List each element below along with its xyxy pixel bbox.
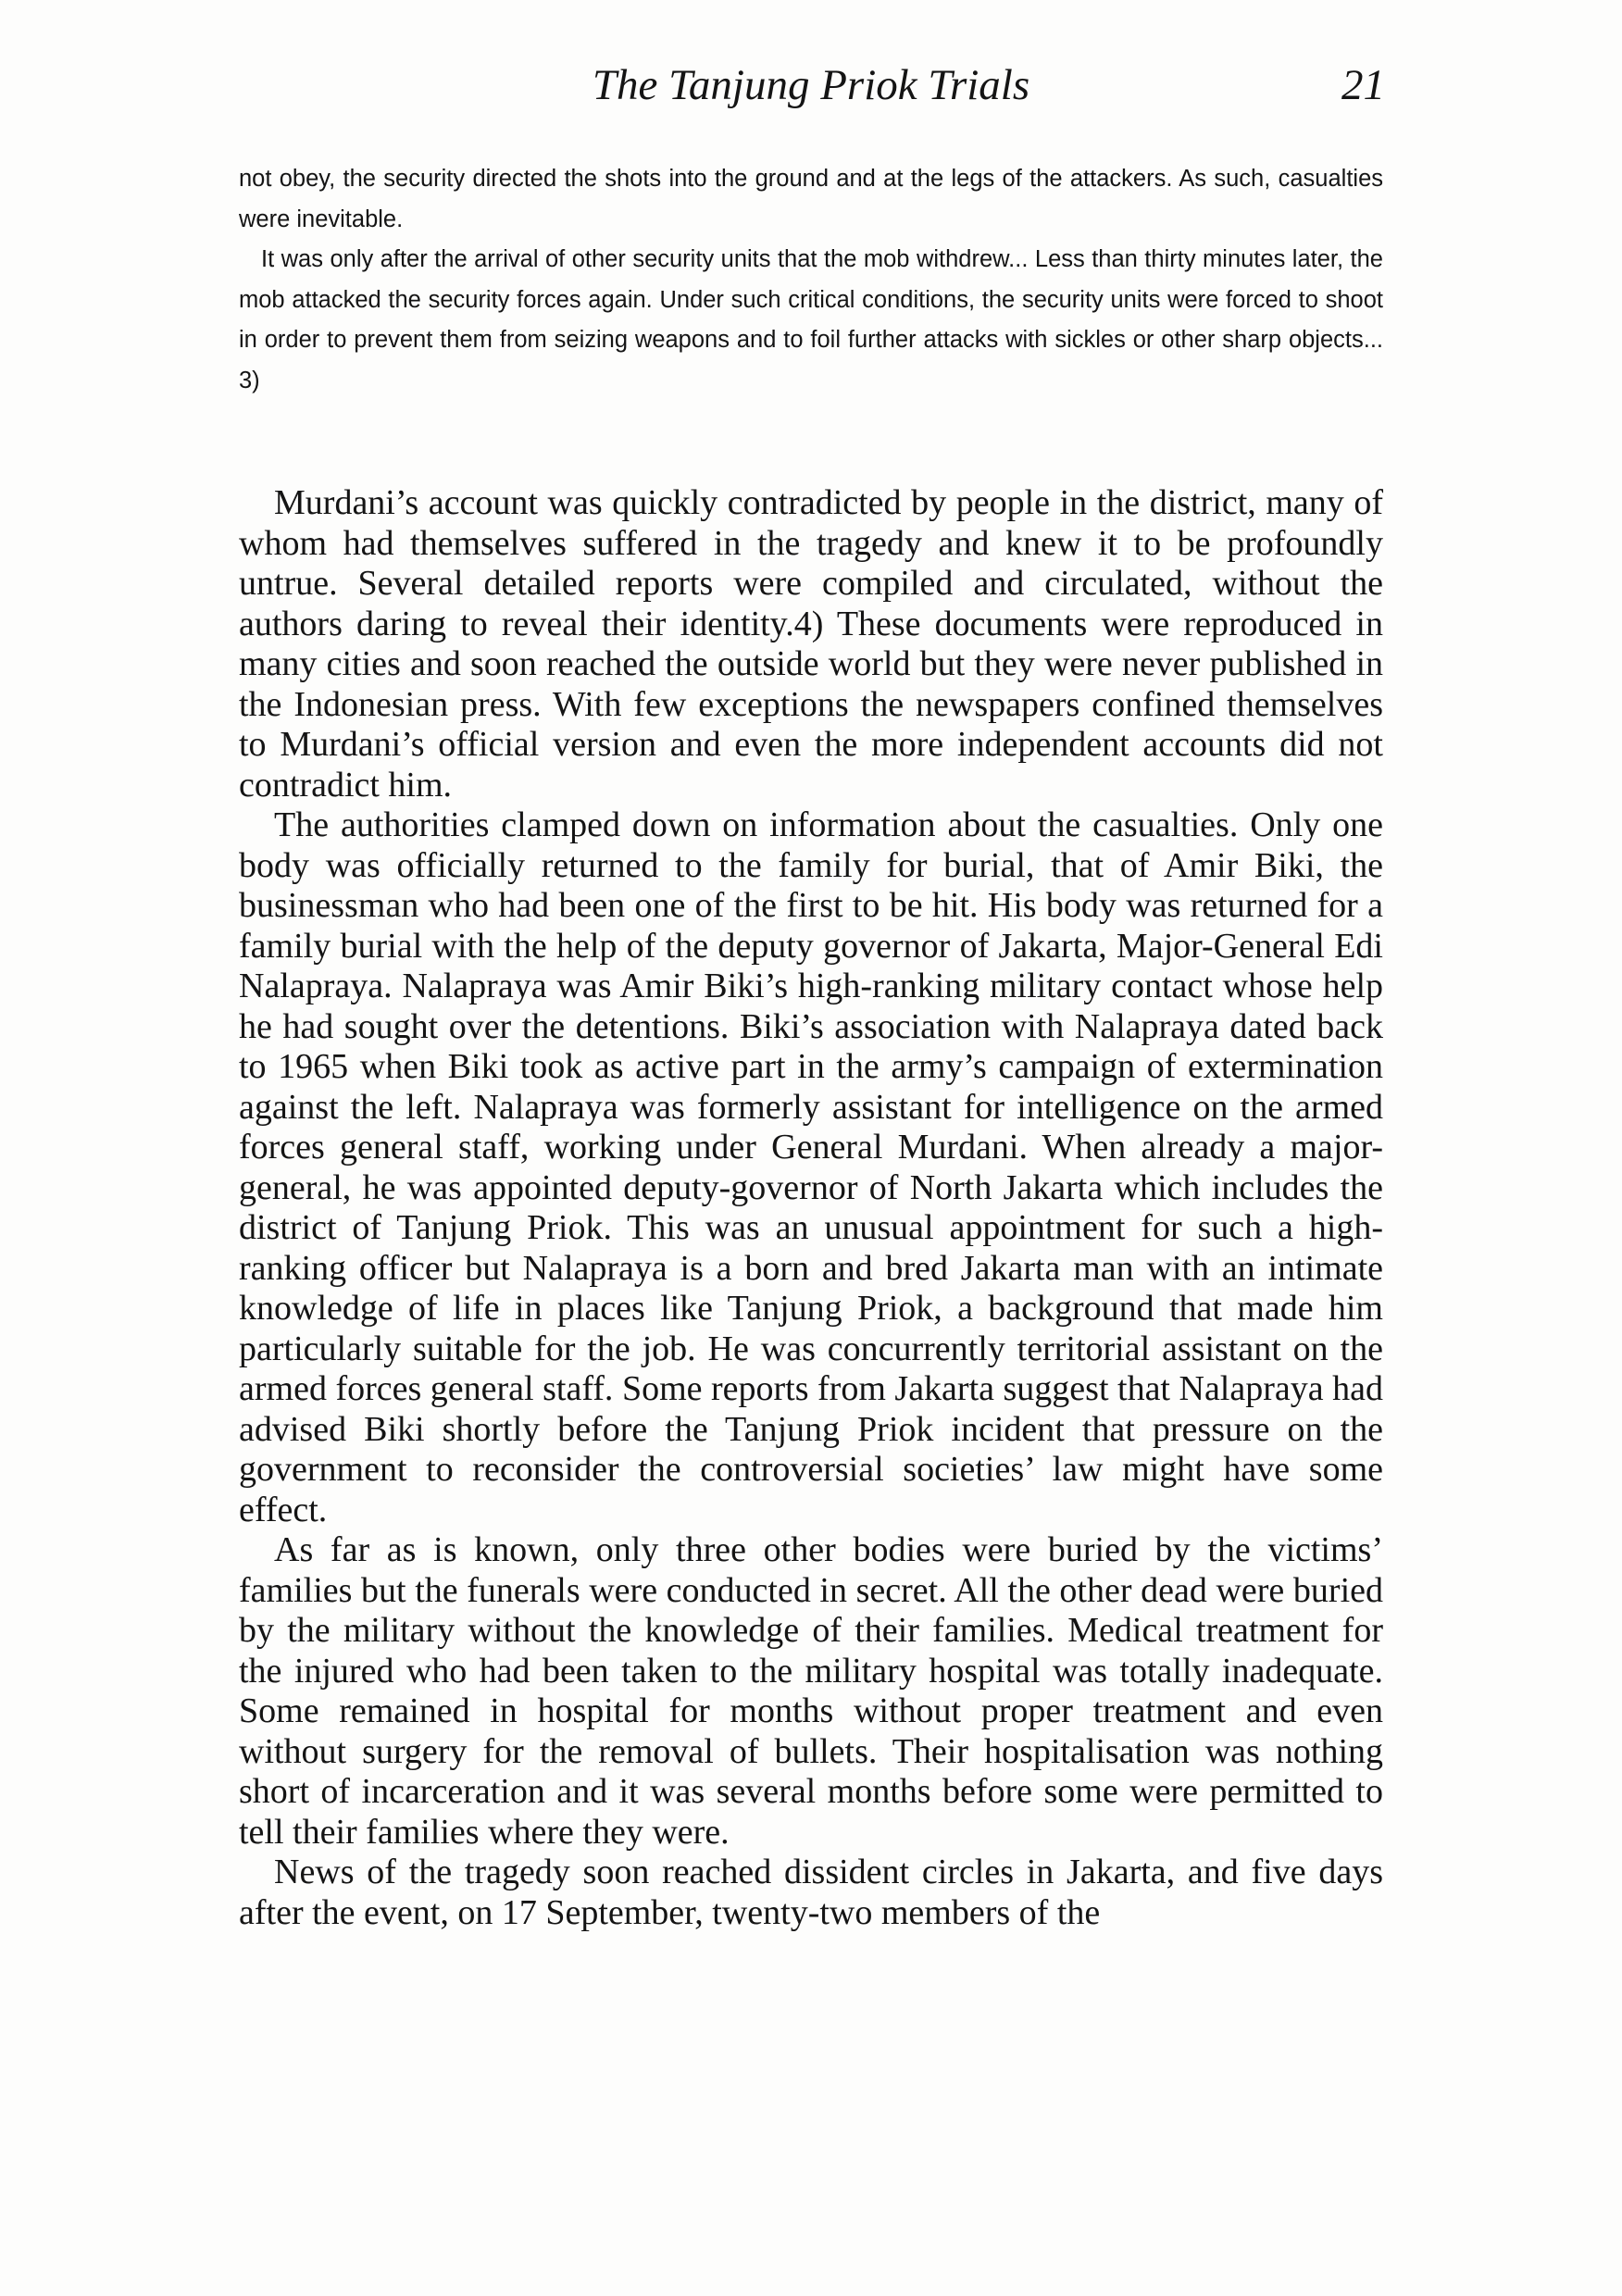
block-quote: [239, 159, 1383, 401]
quote-paragraph: It was only after the arrival of other security units that the mob withdrew... Less than thirty minutes later, the mob attacked the security forces again. Under such critical conditions, the security units were forced to shoot in order to prevent them from seizing weapons and to foil further attacks with sickles or other sharp objects... 3): [239, 246, 1383, 393]
body-paragraph: As far as is known, only three other bodies were buried by the victims’ families but the funerals were conducted in secret. All the other dead were buried by the military without the knowledge of their families. Medical treatment for the injured who had been taken to the military hospital was totally inadequate. Some remained in hospital for months without proper treatment and even without surgery for the removal of bullets. Their hospitalisation was nothing short of incarceration and it was several months before some were permitted to tell their families where they were.: [239, 1530, 1383, 1852]
page-number: 21: [1341, 61, 1385, 109]
running-header: [237, 57, 1385, 113]
body-paragraph: News of the tragedy soon reached dissident circles in Jakarta, and five days after the event, on 17 September, twenty-two members of the: [239, 1853, 1383, 1932]
body-paragraph: Murdani’s account was quickly contradicted by people in the district, many of whom had themselves suffered in the tragedy and knew it to be profoundly untrue. Several detailed reports were compiled and circulated, without the authors daring to reveal their identity.4) These documents were reproduced in many cities and soon reached the outside world but they were never published in the Indonesian press. With few exceptions the newspapers confined themselves to Murdani’s official version and even the more independent accounts did not contradict him.: [239, 483, 1383, 805]
running-title: The Tanjung Priok Trials: [592, 61, 1030, 109]
body-text: [239, 483, 1383, 1933]
body-paragraph: The authorities clamped down on information about the casualties. Only one body was officially returned to the family for burial, that of Amir Biki, the businessman who had been one of the first to be hit. His body was returned for a family burial with the help of the deputy governor of Jakarta, Major-General Edi Nalapraya. Nalapraya was Amir Biki’s high-ranking military contact whose help he had sought over the detentions. Biki’s association with Nalapraya dated back to 1965 when Biki took as active part in the army’s campaign of extermination against the left. Nalapraya was formerly assistant for intelligence on the armed forces general staff, working under General Murdani. When already a major-general, he was appointed deputy-governor of North Jakarta which includes the district of Tanjung Priok. This was an unusual appointment for such a high-ranking officer but Nalapraya is a born and bred Jakarta man with an intimate knowledge of life in places like Tanjung Priok, a background that made him particularly suitable for the job. He was concurrently territorial assistant on the armed forces general staff. Some reports from Jakarta suggest that Nalapraya had advised Biki shortly before the Tanjung Priok incident that pressure on the government to reconsider the controversial societies’ law might have some effect.: [239, 805, 1383, 1529]
quote-paragraph: not obey, the security directed the shots into the ground and at the legs of the attackers. As such, casualties were inevitable.: [239, 166, 1383, 232]
